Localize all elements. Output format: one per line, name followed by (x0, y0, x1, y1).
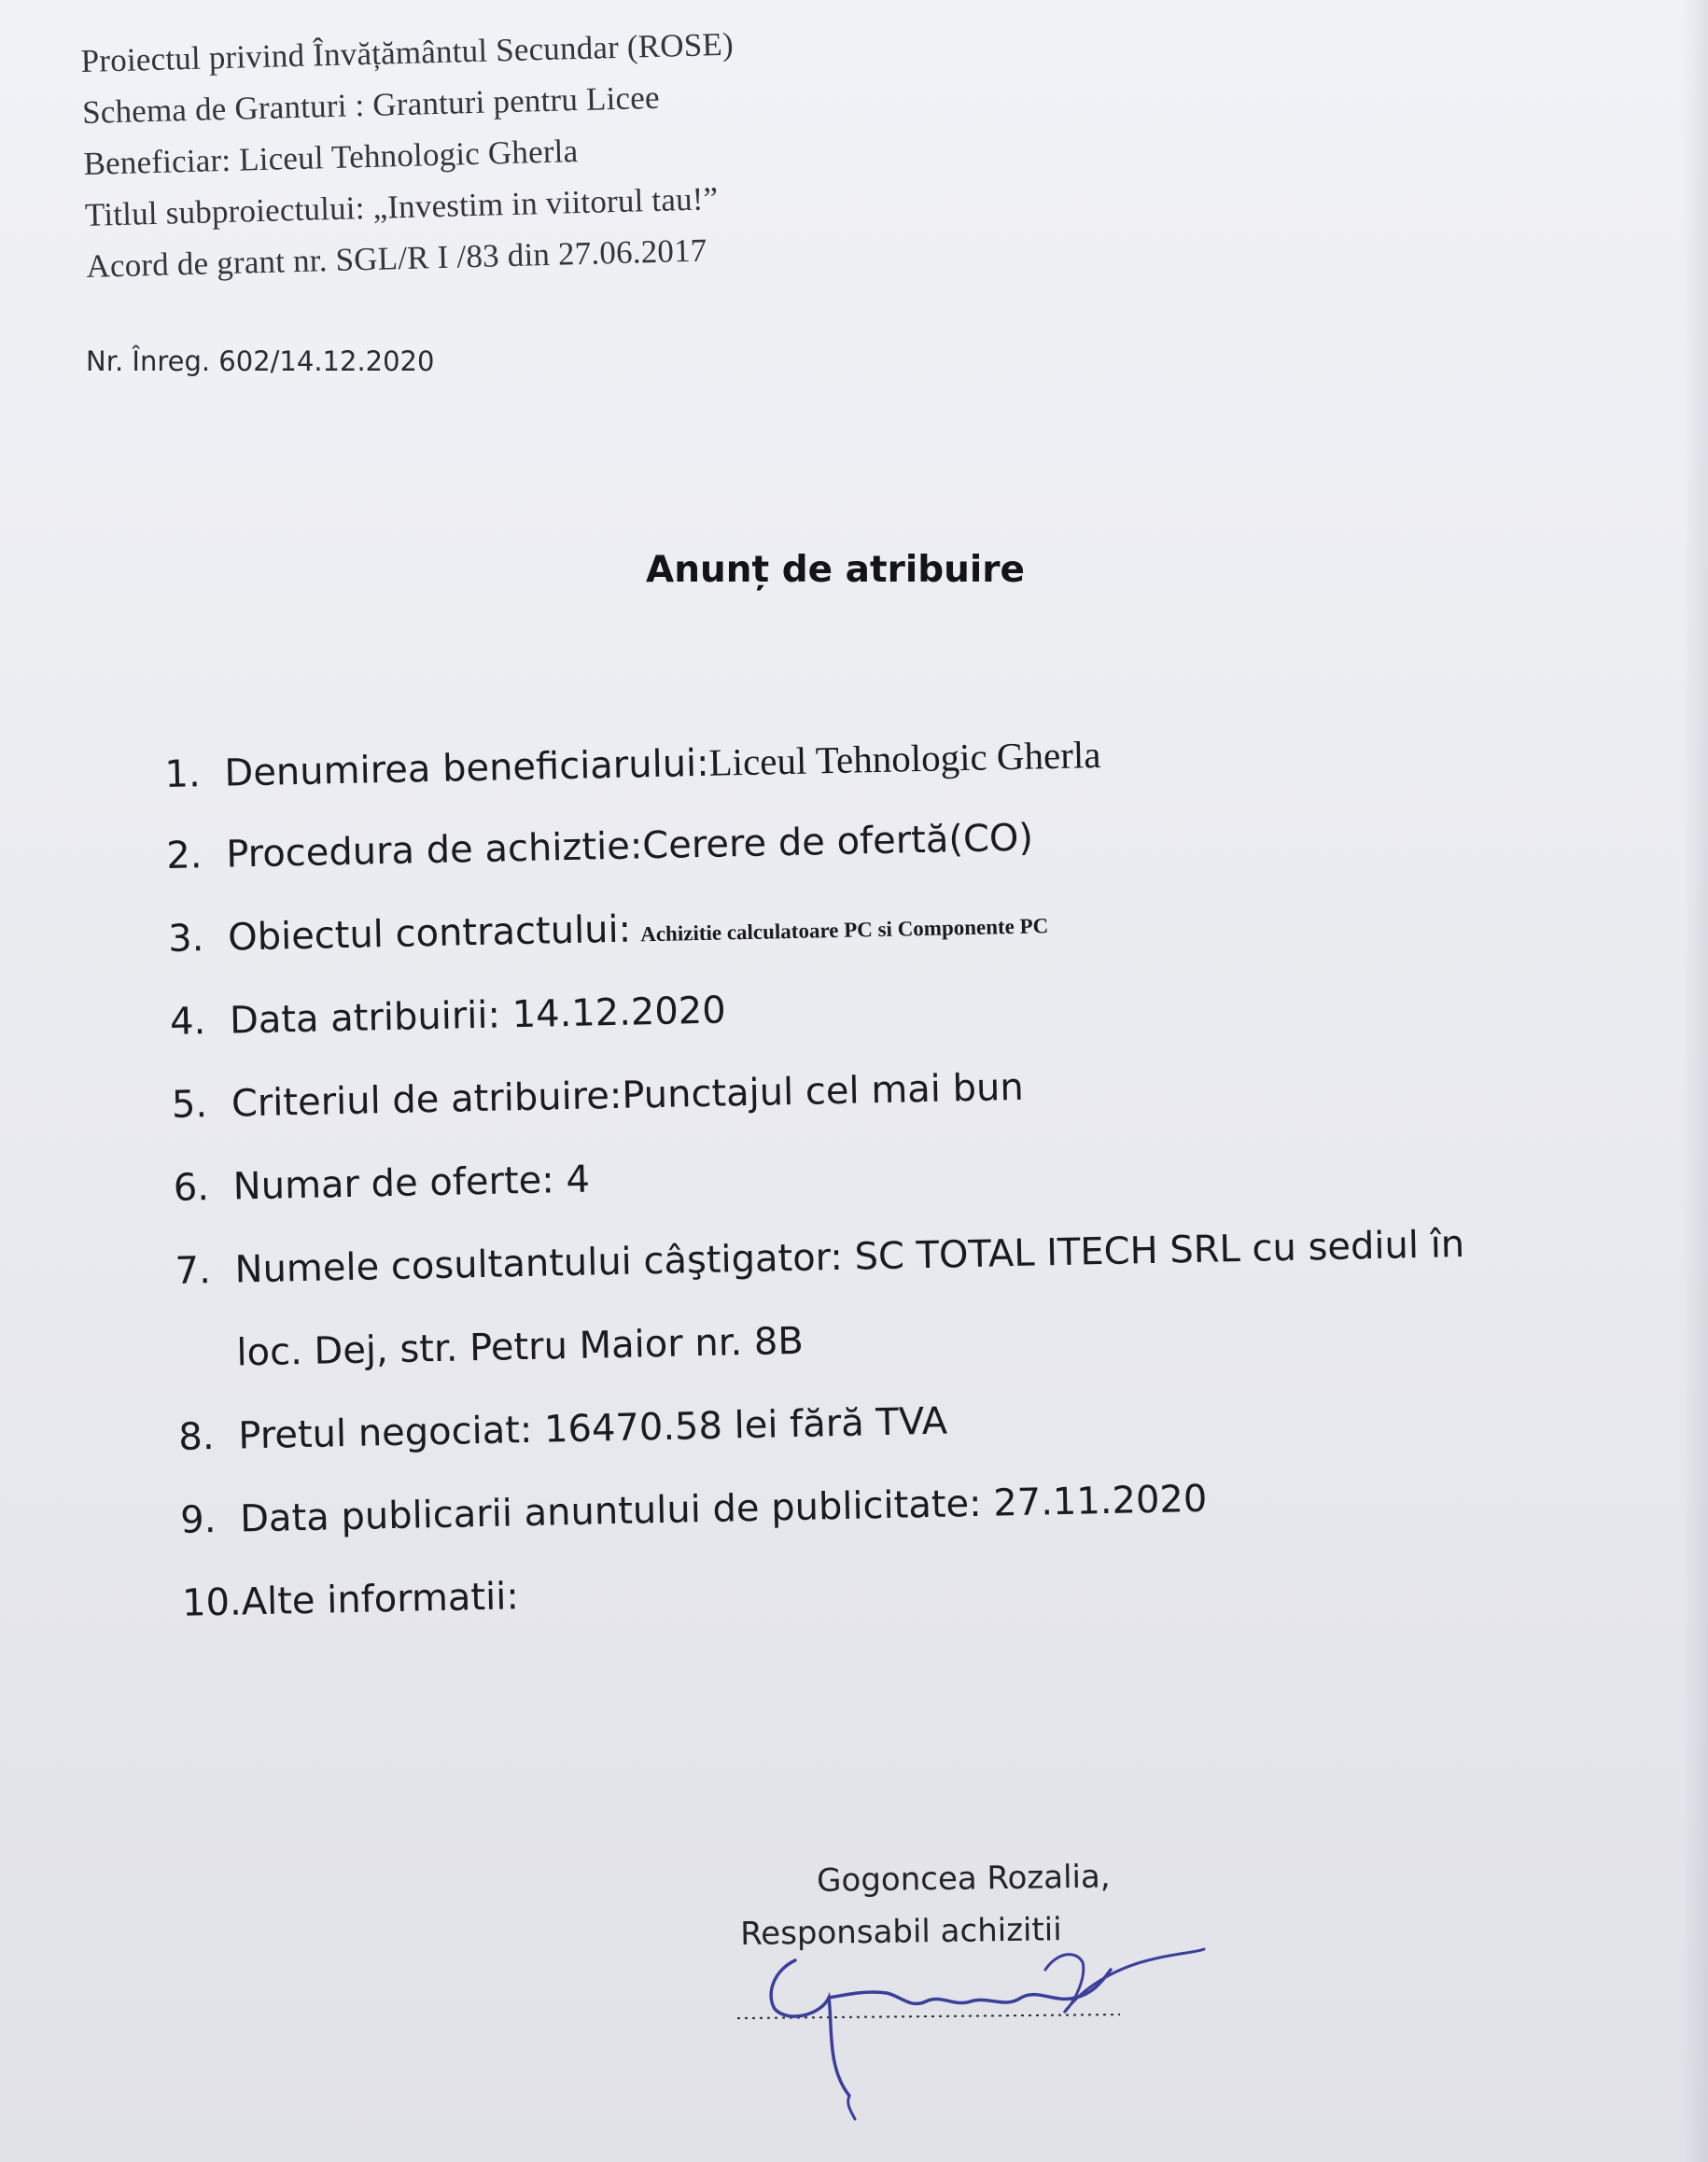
item-number: 10. (181, 1580, 243, 1625)
item-number: 3. (167, 917, 204, 961)
document-title: Anunț de atribuire (646, 549, 1025, 591)
handwritten-signature (709, 1904, 1213, 2128)
item-label: Numar de oferte: 4 (232, 1158, 591, 1209)
item-number: 6. (173, 1166, 210, 1210)
item-continuation: loc. Dej, str. Petru Maior nr. 8B (236, 1319, 805, 1375)
signature-stroke-main (771, 1960, 1111, 2096)
item-label: Obiectul contractului: (227, 907, 632, 960)
item-value: Achizitie calculatoare PC si Componente PC (639, 914, 1049, 947)
item-label: Denumirea beneficiarului: (224, 741, 710, 795)
signature-stroke-loop (1045, 1949, 1204, 2013)
item-label: Data publicarii anuntului de publicitate: 27.11.2020 (239, 1477, 1208, 1541)
registration-number: Nr. Înreg. 602/14.12.2020 (86, 345, 435, 377)
item-label: Data atribuirii: 14.12.2020 (229, 989, 727, 1043)
header-subproject-title: Titlul subproiectului: „Investim in viitorul tau!” (84, 180, 719, 233)
header-scheme: Schema de Granturi : Granturi pentru Licee (81, 78, 661, 131)
item-number: 9. (179, 1498, 217, 1542)
header-beneficiary: Beneficiar: Liceul Tehnologic Gherla (83, 133, 579, 182)
item-label: Numele cosultantului câştigator: SC TOTAL ITECH SRL cu sediul în (234, 1222, 1465, 1292)
header-project: Proiectul privind Învățământul Secundar (ROSE) (80, 25, 735, 79)
item-label: Procedura de achiztie:Cerere de ofertă(CO) (225, 816, 1034, 877)
page-edge-shadow (1682, 0, 1708, 2162)
item-number: 4. (169, 1000, 206, 1044)
item-value: Liceul Tehnologic Gherla (708, 732, 1101, 784)
signature-stroke-tick (848, 2096, 855, 2119)
item-number: 1. (164, 752, 202, 796)
item-number: 7. (175, 1249, 212, 1293)
item-number: 8. (177, 1415, 216, 1459)
item-number: 2. (165, 834, 203, 877)
project-header (80, 13, 927, 291)
item-label: Alte informatii: (241, 1575, 520, 1624)
signatory-role: Responsabil achizitii (739, 1911, 1062, 1953)
award-details-list (164, 721, 1639, 1664)
signatory-name: Gogoncea Rozalia, (816, 1858, 1111, 1900)
header-grant-agreement: Acord de grant nr. SGL/R I /83 din 27.06.2017 (85, 232, 707, 285)
item-label: Pretul negociat: 16470.58 lei fără TVA (237, 1399, 948, 1458)
item-label: Criteriul de atribuire:Punctajul cel mai bun (231, 1065, 1025, 1126)
item-number: 5. (171, 1083, 208, 1127)
